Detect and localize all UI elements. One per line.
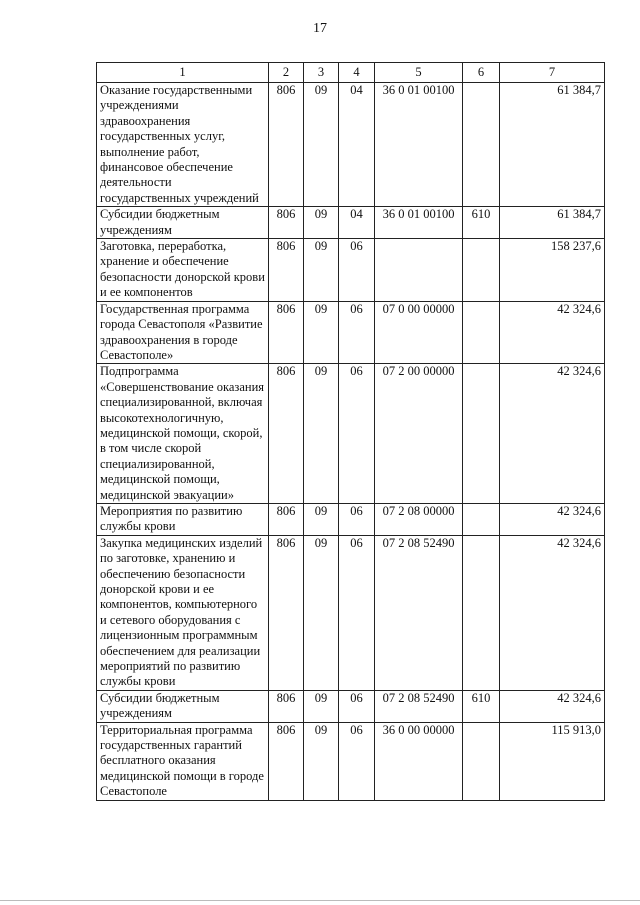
- row-subsection-code: 06: [339, 364, 375, 504]
- table-row: [97, 535, 605, 690]
- page-bottom-edge: [0, 900, 640, 901]
- table-row: [97, 722, 605, 800]
- row-name: Оказание государственными учреждениями здравоохранения государственных услуг, выполнение работ, финансовое обеспечение деятельности государственных учреждений: [97, 83, 269, 207]
- row-target-article: 07 0 00 00000: [375, 301, 463, 364]
- budget-table: [96, 62, 605, 801]
- header-col-6: 6: [463, 63, 500, 83]
- table-row: [97, 207, 605, 239]
- row-amount: 42 324,6: [500, 690, 605, 722]
- row-name: Государственная программа города Севастополя «Развитие здравоохранения в городе Севастополе»: [97, 301, 269, 364]
- row-target-article: 07 2 08 52490: [375, 690, 463, 722]
- row-target-article: 07 2 08 00000: [375, 503, 463, 535]
- row-expense-type: [463, 722, 500, 800]
- header-col-1: 1: [97, 63, 269, 83]
- table-row: [97, 364, 605, 504]
- row-name: Подпрограмма «Совершенствование оказания специализированной, включая высокотехнологичную, медицинской помощи, скорой, в том числе скорой специализированной, медицинской помощи, медицинской эвакуации»: [97, 364, 269, 504]
- table-row: [97, 83, 605, 207]
- row-expense-type: [463, 83, 500, 207]
- row-ministry-code: 806: [269, 722, 304, 800]
- table-row: [97, 239, 605, 302]
- row-expense-type: [463, 239, 500, 302]
- row-subsection-code: 06: [339, 239, 375, 302]
- row-subsection-code: 04: [339, 83, 375, 207]
- row-ministry-code: 806: [269, 301, 304, 364]
- row-expense-type: 610: [463, 690, 500, 722]
- row-target-article: 07 2 08 52490: [375, 535, 463, 690]
- row-section-code: 09: [304, 301, 339, 364]
- row-subsection-code: 04: [339, 207, 375, 239]
- row-target-article: 36 0 00 00000: [375, 722, 463, 800]
- row-amount: 42 324,6: [500, 364, 605, 504]
- row-ministry-code: 806: [269, 503, 304, 535]
- row-subsection-code: 06: [339, 722, 375, 800]
- row-section-code: 09: [304, 535, 339, 690]
- row-ministry-code: 806: [269, 364, 304, 504]
- row-target-article: [375, 239, 463, 302]
- row-amount: 42 324,6: [500, 301, 605, 364]
- row-amount: 42 324,6: [500, 503, 605, 535]
- row-expense-type: [463, 301, 500, 364]
- row-name: Мероприятия по развитию службы крови: [97, 503, 269, 535]
- row-expense-type: [463, 503, 500, 535]
- page-number: 17: [313, 21, 327, 36]
- header-row: [97, 63, 605, 83]
- row-target-article: 07 2 00 00000: [375, 364, 463, 504]
- table-row: [97, 503, 605, 535]
- row-section-code: 09: [304, 690, 339, 722]
- row-ministry-code: 806: [269, 83, 304, 207]
- row-subsection-code: 06: [339, 690, 375, 722]
- row-section-code: 09: [304, 207, 339, 239]
- table-row: [97, 301, 605, 364]
- row-expense-type: [463, 535, 500, 690]
- row-expense-type: 610: [463, 207, 500, 239]
- row-ministry-code: 806: [269, 690, 304, 722]
- row-ministry-code: 806: [269, 535, 304, 690]
- row-amount: 115 913,0: [500, 722, 605, 800]
- row-section-code: 09: [304, 83, 339, 207]
- row-amount: 61 384,7: [500, 83, 605, 207]
- row-subsection-code: 06: [339, 503, 375, 535]
- row-name: Заготовка, переработка, хранение и обеспечение безопасности донорской крови и ее компонентов: [97, 239, 269, 302]
- row-section-code: 09: [304, 364, 339, 504]
- header-col-7: 7: [500, 63, 605, 83]
- row-ministry-code: 806: [269, 239, 304, 302]
- row-ministry-code: 806: [269, 207, 304, 239]
- row-name: Закупка медицинских изделий по заготовке, хранению и обеспечению безопасности донорской крови и ее компонентов, компьютерного и сетевого оборудования с лицензионным программным обеспечением для реализации мероприятий по развитию службы крови: [97, 535, 269, 690]
- row-amount: 158 237,6: [500, 239, 605, 302]
- header-col-4: 4: [339, 63, 375, 83]
- row-amount: 61 384,7: [500, 207, 605, 239]
- row-section-code: 09: [304, 722, 339, 800]
- row-amount: 42 324,6: [500, 535, 605, 690]
- row-target-article: 36 0 01 00100: [375, 207, 463, 239]
- header-col-3: 3: [304, 63, 339, 83]
- row-name: Территориальная программа государственных гарантий бесплатного оказания медицинской помощи в городе Севастополе: [97, 722, 269, 800]
- table-row: [97, 690, 605, 722]
- row-section-code: 09: [304, 503, 339, 535]
- row-subsection-code: 06: [339, 535, 375, 690]
- header-col-5: 5: [375, 63, 463, 83]
- row-section-code: 09: [304, 239, 339, 302]
- row-expense-type: [463, 364, 500, 504]
- row-target-article: 36 0 01 00100: [375, 83, 463, 207]
- row-name: Субсидии бюджетным учреждениям: [97, 207, 269, 239]
- row-subsection-code: 06: [339, 301, 375, 364]
- row-name: Субсидии бюджетным учреждениям: [97, 690, 269, 722]
- header-col-2: 2: [269, 63, 304, 83]
